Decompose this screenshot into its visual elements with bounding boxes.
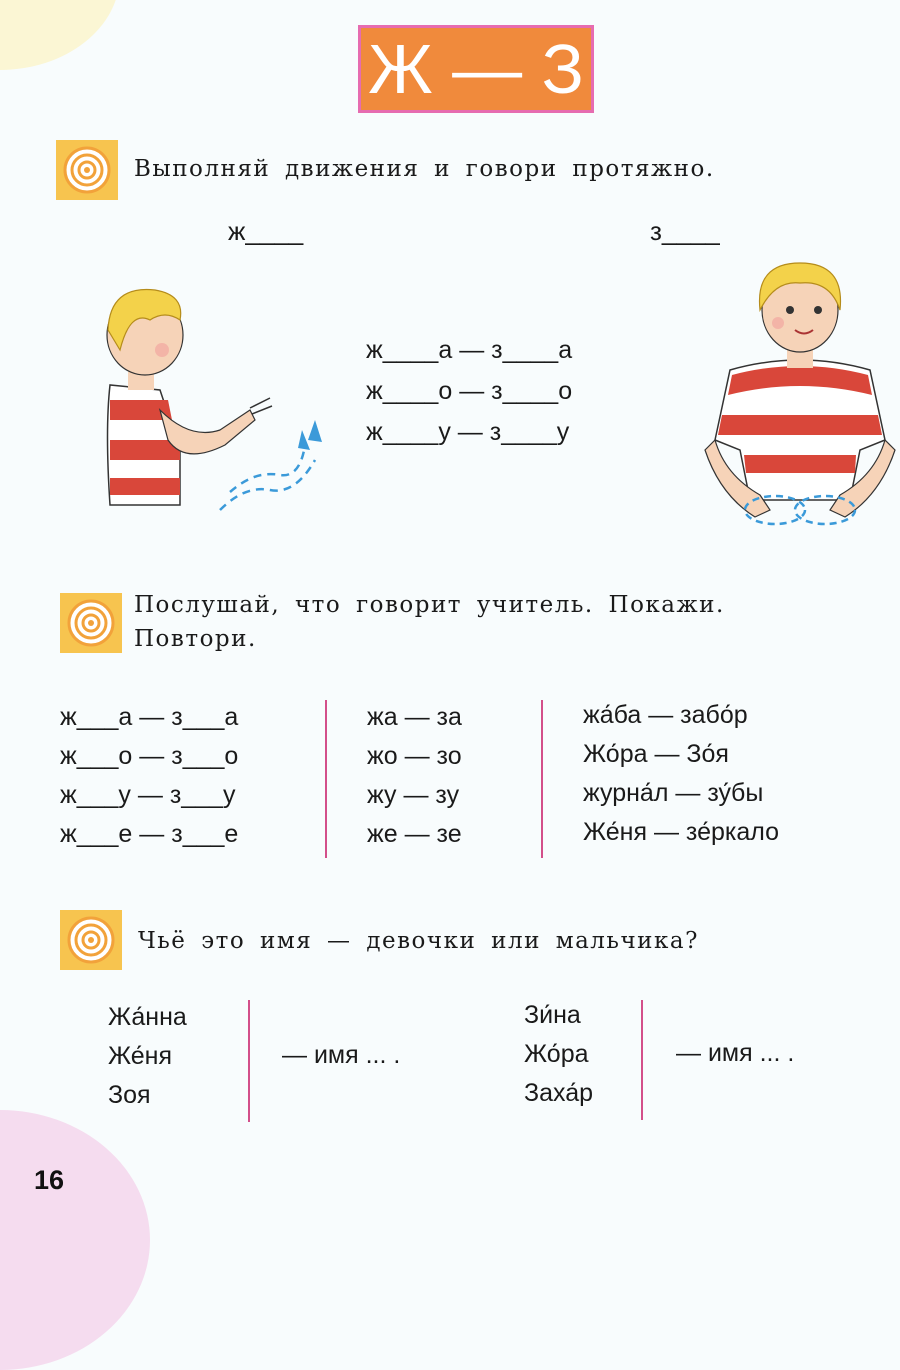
name-item: Жа́нна xyxy=(108,1003,187,1031)
page-corner-decoration xyxy=(0,0,120,70)
syllable-row: жу — зу xyxy=(367,781,460,809)
column-divider xyxy=(541,700,543,858)
syllable-column-2 xyxy=(367,698,462,854)
syllable-row: жа — за xyxy=(367,703,462,731)
word-pair-row: журна́л — зу́бы xyxy=(583,779,764,807)
lesson-title: Ж — З xyxy=(368,30,584,108)
syllable-row: жо — зо xyxy=(367,742,462,770)
name-item: Жо́ра xyxy=(524,1040,589,1068)
exercise2-instruction-line1: Послушай, что говорит учитель. Покажи. xyxy=(134,592,725,618)
boy-right-illustration xyxy=(700,255,900,545)
syllable-column-1 xyxy=(60,698,238,854)
boy-left-illustration xyxy=(80,280,340,520)
syllable-row: ж____у — з____у xyxy=(366,418,570,446)
word-pair-row: Жо́ра — Зо́я xyxy=(583,740,729,768)
group-divider xyxy=(248,1000,250,1122)
word-pair-row: жа́ба — забо́р xyxy=(583,701,748,729)
syllable-row: ж____а — з____а xyxy=(366,336,573,364)
word-pair-row: Же́ня — зе́ркало xyxy=(583,818,780,846)
syllable-list xyxy=(366,330,572,453)
syllable-row: ж___у — з___у xyxy=(60,781,236,809)
target-icon xyxy=(60,593,122,653)
group-divider xyxy=(641,1000,643,1120)
word-column-3 xyxy=(583,696,779,852)
lesson-title-box xyxy=(358,25,594,113)
syllable-row: ж___е — з___е xyxy=(60,820,239,848)
sound-zh-label: ж____ xyxy=(228,216,304,246)
exercise3-instruction: Чьё это имя — девочки или мальчика? xyxy=(138,928,699,954)
name-item: Зоя xyxy=(108,1081,151,1109)
page-corner-decoration xyxy=(0,1110,150,1370)
column-divider xyxy=(325,700,327,858)
name-group-1-suffix: — имя ... . xyxy=(282,1041,401,1069)
syllable-row: же — зе xyxy=(367,820,462,848)
syllable-row: ж___а — з___а xyxy=(60,703,239,731)
syllable-row: ж___о — з___о xyxy=(60,742,239,770)
exercise1-instruction: Выполняй движения и говори протяжно. xyxy=(134,156,715,182)
exercise2-instruction-line2: Повтори. xyxy=(134,626,257,652)
target-icon xyxy=(60,910,122,970)
name-group-1 xyxy=(108,998,187,1115)
page-number: 16 xyxy=(34,1165,65,1195)
name-item: Же́ня xyxy=(108,1042,173,1070)
name-item: Зи́на xyxy=(524,1001,581,1029)
name-group-2-suffix: — имя ... . xyxy=(676,1039,795,1067)
target-icon xyxy=(56,140,118,200)
sound-z-label: з____ xyxy=(650,216,720,246)
name-item: Заха́р xyxy=(524,1079,594,1107)
syllable-row: ж____о — з____о xyxy=(366,377,573,405)
name-group-2 xyxy=(524,996,593,1113)
